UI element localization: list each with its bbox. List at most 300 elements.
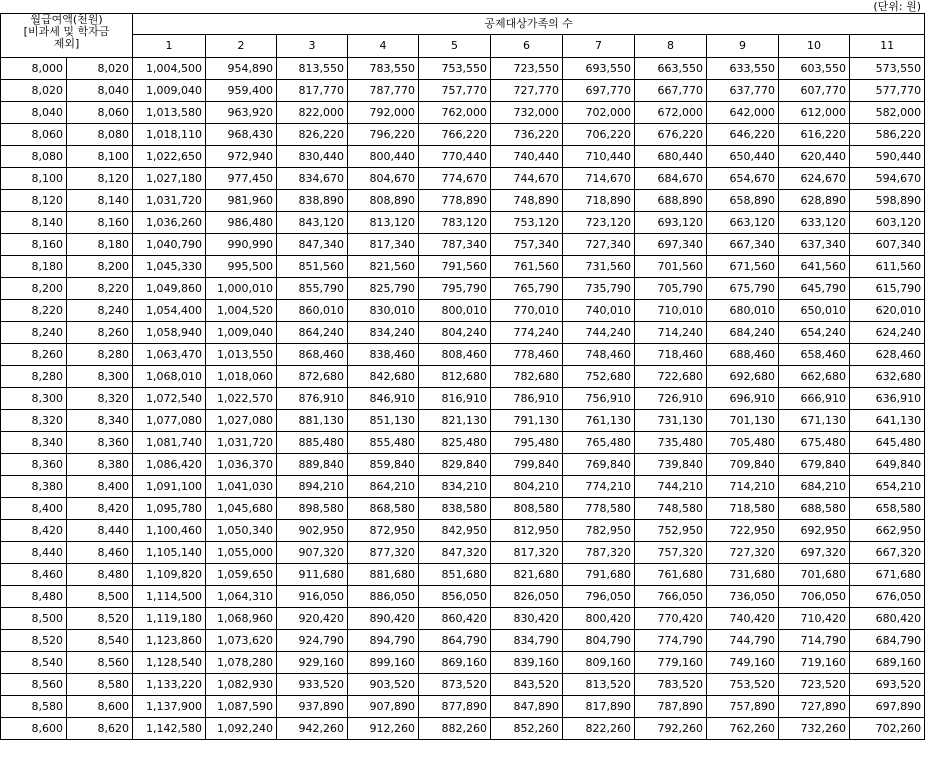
tax-amount-cell: 714,670: [563, 168, 635, 190]
salary-to-cell: 8,240: [67, 300, 133, 322]
tax-amount-cell: 787,340: [419, 234, 491, 256]
tax-amount-cell: 856,050: [419, 586, 491, 608]
salary-from-cell: 8,500: [1, 608, 67, 630]
tax-amount-cell: 679,840: [779, 454, 850, 476]
tax-amount-cell: 1,068,010: [133, 366, 206, 388]
salary-to-cell: 8,080: [67, 124, 133, 146]
tax-amount-cell: 689,160: [850, 652, 925, 674]
tax-amount-cell: 1,063,470: [133, 344, 206, 366]
tax-amount-cell: 954,890: [206, 58, 277, 80]
tax-amount-cell: 1,082,930: [206, 674, 277, 696]
tax-amount-cell: 822,000: [277, 102, 348, 124]
tax-amount-cell: 899,160: [348, 652, 419, 674]
tax-amount-cell: 636,910: [850, 388, 925, 410]
tax-amount-cell: 723,550: [491, 58, 563, 80]
salary-to-cell: 8,200: [67, 256, 133, 278]
tax-amount-cell: 920,420: [277, 608, 348, 630]
salary-from-cell: 8,040: [1, 102, 67, 124]
tax-amount-cell: 1,013,550: [206, 344, 277, 366]
table-row: [1, 168, 925, 190]
tax-amount-cell: 616,220: [779, 124, 850, 146]
tax-amount-cell: 1,068,960: [206, 608, 277, 630]
tax-amount-cell: 864,240: [277, 322, 348, 344]
tax-amount-cell: 812,950: [491, 520, 563, 542]
table-row: [1, 564, 925, 586]
tax-amount-cell: 723,120: [563, 212, 635, 234]
tax-amount-cell: 762,000: [419, 102, 491, 124]
tax-amount-cell: 830,010: [348, 300, 419, 322]
salary-from-cell: 8,080: [1, 146, 67, 168]
tax-amount-cell: 1,045,680: [206, 498, 277, 520]
tax-amount-cell: 637,340: [779, 234, 850, 256]
tax-amount-cell: 732,000: [491, 102, 563, 124]
tax-amount-cell: 676,050: [850, 586, 925, 608]
salary-from-cell: 8,020: [1, 80, 67, 102]
tax-amount-cell: 620,440: [779, 146, 850, 168]
tax-amount-cell: 727,770: [491, 80, 563, 102]
tax-amount-cell: 860,010: [277, 300, 348, 322]
tax-amount-cell: 671,560: [707, 256, 779, 278]
tax-amount-cell: 749,160: [707, 652, 779, 674]
tax-amount-cell: 658,580: [850, 498, 925, 520]
tax-amount-cell: 628,890: [779, 190, 850, 212]
family-count-11: 11: [850, 35, 925, 58]
tax-amount-cell: 731,680: [707, 564, 779, 586]
tax-amount-cell: 912,260: [348, 718, 419, 740]
salary-to-cell: 8,320: [67, 388, 133, 410]
tax-amount-cell: 723,520: [779, 674, 850, 696]
table-row: [1, 476, 925, 498]
tax-amount-cell: 977,450: [206, 168, 277, 190]
salary-from-cell: 8,580: [1, 696, 67, 718]
salary-from-cell: 8,440: [1, 542, 67, 564]
salary-header-line2: [비과세 및 학자금: [23, 25, 110, 38]
salary-from-cell: 8,000: [1, 58, 67, 80]
tax-amount-cell: 732,260: [779, 718, 850, 740]
tax-amount-cell: 886,050: [348, 586, 419, 608]
tax-amount-cell: 804,790: [563, 630, 635, 652]
tax-amount-cell: 740,010: [563, 300, 635, 322]
tax-amount-cell: 783,120: [419, 212, 491, 234]
tax-amount-cell: 1,004,520: [206, 300, 277, 322]
table-row: [1, 652, 925, 674]
tax-amount-cell: 748,460: [563, 344, 635, 366]
tax-amount-cell: 633,120: [779, 212, 850, 234]
tax-amount-cell: 1,059,650: [206, 564, 277, 586]
table-row: [1, 520, 925, 542]
tax-amount-cell: 693,550: [563, 58, 635, 80]
tax-amount-cell: 1,114,500: [133, 586, 206, 608]
salary-from-cell: 8,180: [1, 256, 67, 278]
tax-amount-cell: 937,890: [277, 696, 348, 718]
tax-amount-cell: 710,420: [779, 608, 850, 630]
tax-amount-cell: 701,560: [635, 256, 707, 278]
salary-to-cell: 8,500: [67, 586, 133, 608]
tax-amount-cell: 791,680: [563, 564, 635, 586]
tax-amount-cell: 688,460: [707, 344, 779, 366]
table-header: [1, 14, 925, 58]
tax-amount-cell: 680,010: [707, 300, 779, 322]
table-row: [1, 256, 925, 278]
tax-amount-cell: 792,260: [635, 718, 707, 740]
tax-amount-cell: 731,560: [563, 256, 635, 278]
tax-amount-cell: 612,000: [779, 102, 850, 124]
tax-amount-cell: 795,790: [419, 278, 491, 300]
salary-to-cell: 8,040: [67, 80, 133, 102]
table-row: [1, 146, 925, 168]
tax-amount-cell: 757,890: [707, 696, 779, 718]
table-row: [1, 454, 925, 476]
salary-to-cell: 8,300: [67, 366, 133, 388]
tax-amount-cell: 706,220: [563, 124, 635, 146]
salary-to-cell: 8,580: [67, 674, 133, 696]
tax-amount-cell: 761,560: [491, 256, 563, 278]
salary-to-cell: 8,120: [67, 168, 133, 190]
salary-to-cell: 8,140: [67, 190, 133, 212]
tax-amount-cell: 693,520: [850, 674, 925, 696]
salary-from-cell: 8,480: [1, 586, 67, 608]
tax-amount-cell: 800,010: [419, 300, 491, 322]
tax-amount-cell: 902,950: [277, 520, 348, 542]
tax-amount-cell: 718,890: [563, 190, 635, 212]
tax-amount-cell: 702,000: [563, 102, 635, 124]
tax-amount-cell: 851,680: [419, 564, 491, 586]
tax-amount-cell: 795,480: [491, 432, 563, 454]
tax-amount-cell: 830,440: [277, 146, 348, 168]
tax-amount-cell: 680,420: [850, 608, 925, 630]
tax-amount-cell: 855,480: [348, 432, 419, 454]
tax-amount-cell: 859,840: [348, 454, 419, 476]
salary-from-cell: 8,120: [1, 190, 67, 212]
tax-amount-cell: 942,260: [277, 718, 348, 740]
tax-amount-cell: 986,480: [206, 212, 277, 234]
tax-amount-cell: 1,040,790: [133, 234, 206, 256]
tax-amount-cell: 1,078,280: [206, 652, 277, 674]
tax-amount-cell: 1,081,740: [133, 432, 206, 454]
tax-amount-cell: 916,050: [277, 586, 348, 608]
tax-amount-cell: 851,560: [277, 256, 348, 278]
family-count-6: 6: [491, 35, 563, 58]
tax-amount-cell: 808,890: [348, 190, 419, 212]
tax-amount-cell: 1,119,180: [133, 608, 206, 630]
tax-amount-cell: 693,120: [635, 212, 707, 234]
salary-from-cell: 8,320: [1, 410, 67, 432]
salary-header: [1, 14, 133, 58]
tax-amount-cell: 834,240: [348, 322, 419, 344]
table-row: [1, 586, 925, 608]
tax-amount-cell: 817,320: [491, 542, 563, 564]
table-row: [1, 410, 925, 432]
salary-to-cell: 8,560: [67, 652, 133, 674]
salary-from-cell: 8,420: [1, 520, 67, 542]
tax-amount-cell: 834,790: [491, 630, 563, 652]
tax-amount-cell: 1,123,860: [133, 630, 206, 652]
tax-amount-cell: 1,137,900: [133, 696, 206, 718]
tax-amount-cell: 1,018,060: [206, 366, 277, 388]
tax-amount-cell: 641,560: [779, 256, 850, 278]
tax-amount-cell: 650,440: [707, 146, 779, 168]
table-row: [1, 432, 925, 454]
tax-amount-cell: 1,022,650: [133, 146, 206, 168]
salary-to-cell: 8,160: [67, 212, 133, 234]
tax-amount-cell: 933,520: [277, 674, 348, 696]
salary-from-cell: 8,540: [1, 652, 67, 674]
tax-amount-cell: 706,050: [779, 586, 850, 608]
tax-amount-cell: 1,095,780: [133, 498, 206, 520]
tax-amount-cell: 786,910: [491, 388, 563, 410]
tax-amount-cell: 765,790: [491, 278, 563, 300]
table-row: [1, 696, 925, 718]
tax-amount-cell: 680,440: [635, 146, 707, 168]
table-row: [1, 718, 925, 740]
tax-amount-cell: 1,041,030: [206, 476, 277, 498]
tax-amount-cell: 727,320: [707, 542, 779, 564]
tax-amount-cell: 882,260: [419, 718, 491, 740]
tax-amount-cell: 868,580: [348, 498, 419, 520]
tax-amount-cell: 573,550: [850, 58, 925, 80]
tax-amount-cell: 675,480: [779, 432, 850, 454]
tax-amount-cell: 658,890: [707, 190, 779, 212]
tax-amount-cell: 981,960: [206, 190, 277, 212]
salary-to-cell: 8,440: [67, 520, 133, 542]
tax-amount-cell: 821,130: [419, 410, 491, 432]
tax-amount-cell: 757,340: [491, 234, 563, 256]
salary-to-cell: 8,400: [67, 476, 133, 498]
salary-from-cell: 8,300: [1, 388, 67, 410]
tax-amount-cell: 796,220: [348, 124, 419, 146]
tax-amount-cell: 894,790: [348, 630, 419, 652]
tax-amount-cell: 692,950: [779, 520, 850, 542]
salary-to-cell: 8,340: [67, 410, 133, 432]
table-row: [1, 322, 925, 344]
tax-amount-cell: 650,010: [779, 300, 850, 322]
tax-amount-cell: 842,680: [348, 366, 419, 388]
tax-amount-cell: 684,670: [635, 168, 707, 190]
tax-amount-cell: 800,440: [348, 146, 419, 168]
tax-amount-cell: 701,130: [707, 410, 779, 432]
tax-amount-cell: 705,480: [707, 432, 779, 454]
tax-amount-cell: 632,680: [850, 366, 925, 388]
tax-amount-cell: 846,910: [348, 388, 419, 410]
salary-to-cell: 8,520: [67, 608, 133, 630]
tax-amount-cell: 709,840: [707, 454, 779, 476]
tax-amount-cell: 843,120: [277, 212, 348, 234]
tax-amount-cell: 1,018,110: [133, 124, 206, 146]
tax-amount-cell: 675,790: [707, 278, 779, 300]
tax-amount-cell: 1,049,860: [133, 278, 206, 300]
tax-amount-cell: 761,680: [635, 564, 707, 586]
table-row: [1, 300, 925, 322]
tax-amount-cell: 718,460: [635, 344, 707, 366]
tax-amount-cell: 654,240: [779, 322, 850, 344]
salary-from-cell: 8,600: [1, 718, 67, 740]
tax-amount-cell: 641,130: [850, 410, 925, 432]
table-row: [1, 102, 925, 124]
tax-amount-cell: 782,950: [563, 520, 635, 542]
tax-amount-cell: 826,220: [277, 124, 348, 146]
family-count-2: 2: [206, 35, 277, 58]
tax-amount-cell: 787,320: [563, 542, 635, 564]
salary-to-cell: 8,180: [67, 234, 133, 256]
tax-amount-cell: 804,210: [491, 476, 563, 498]
tax-amount-cell: 1,000,010: [206, 278, 277, 300]
tax-amount-cell: 873,520: [419, 674, 491, 696]
tax-amount-cell: 778,460: [491, 344, 563, 366]
tax-amount-cell: 929,160: [277, 652, 348, 674]
tax-amount-cell: 667,320: [850, 542, 925, 564]
tax-amount-cell: 761,130: [563, 410, 635, 432]
unit-label: (단위: 원): [873, 0, 921, 13]
tax-amount-cell: 667,770: [635, 80, 707, 102]
tax-amount-cell: 787,890: [635, 696, 707, 718]
tax-amount-cell: 839,160: [491, 652, 563, 674]
tax-amount-cell: 1,133,220: [133, 674, 206, 696]
tax-amount-cell: 633,550: [707, 58, 779, 80]
tax-amount-cell: 838,460: [348, 344, 419, 366]
tax-amount-cell: 748,580: [635, 498, 707, 520]
tax-amount-cell: 688,890: [635, 190, 707, 212]
tax-amount-cell: 808,460: [419, 344, 491, 366]
table-row: [1, 58, 925, 80]
tax-amount-cell: 876,910: [277, 388, 348, 410]
tax-amount-cell: 663,120: [707, 212, 779, 234]
tax-amount-cell: 799,840: [491, 454, 563, 476]
tax-amount-cell: 654,670: [707, 168, 779, 190]
tax-amount-cell: 757,320: [635, 542, 707, 564]
tax-amount-cell: 688,580: [779, 498, 850, 520]
salary-to-cell: 8,220: [67, 278, 133, 300]
tax-amount-cell: 753,120: [491, 212, 563, 234]
tax-amount-cell: 1,109,820: [133, 564, 206, 586]
tax-amount-cell: 778,580: [563, 498, 635, 520]
tax-amount-cell: 1,045,330: [133, 256, 206, 278]
salary-from-cell: 8,340: [1, 432, 67, 454]
tax-amount-cell: 662,680: [779, 366, 850, 388]
tax-amount-cell: 739,840: [635, 454, 707, 476]
tax-amount-cell: 748,890: [491, 190, 563, 212]
tax-amount-cell: 817,770: [277, 80, 348, 102]
tax-amount-cell: 821,680: [491, 564, 563, 586]
tax-amount-cell: 808,580: [491, 498, 563, 520]
salary-from-cell: 8,280: [1, 366, 67, 388]
tax-amount-cell: 990,990: [206, 234, 277, 256]
tax-amount-cell: 881,680: [348, 564, 419, 586]
tax-amount-cell: 676,220: [635, 124, 707, 146]
tax-amount-cell: 834,670: [277, 168, 348, 190]
tax-amount-cell: 752,680: [563, 366, 635, 388]
tax-amount-cell: 718,580: [707, 498, 779, 520]
tax-amount-cell: 1,064,310: [206, 586, 277, 608]
table-row: [1, 498, 925, 520]
tax-amount-cell: 1,128,540: [133, 652, 206, 674]
tax-amount-cell: 774,790: [635, 630, 707, 652]
family-count-9: 9: [707, 35, 779, 58]
tax-amount-cell: 834,210: [419, 476, 491, 498]
salary-from-cell: 8,160: [1, 234, 67, 256]
tax-amount-cell: 696,910: [707, 388, 779, 410]
tax-amount-cell: 744,670: [491, 168, 563, 190]
tax-amount-cell: 822,260: [563, 718, 635, 740]
tax-amount-cell: 714,210: [707, 476, 779, 498]
tax-amount-cell: 907,890: [348, 696, 419, 718]
tax-amount-cell: 628,460: [850, 344, 925, 366]
tax-amount-cell: 813,120: [348, 212, 419, 234]
tax-amount-cell: 829,840: [419, 454, 491, 476]
tax-amount-cell: 898,580: [277, 498, 348, 520]
tax-amount-cell: 791,130: [491, 410, 563, 432]
tax-amount-cell: 736,050: [707, 586, 779, 608]
tax-amount-cell: 959,400: [206, 80, 277, 102]
table-row: [1, 344, 925, 366]
tax-amount-cell: 615,790: [850, 278, 925, 300]
tax-amount-cell: 809,160: [563, 652, 635, 674]
tax-amount-cell: 852,260: [491, 718, 563, 740]
salary-from-cell: 8,200: [1, 278, 67, 300]
tax-amount-cell: 813,520: [563, 674, 635, 696]
tax-amount-cell: 735,480: [635, 432, 707, 454]
tax-amount-cell: 821,560: [348, 256, 419, 278]
tax-amount-cell: 838,580: [419, 498, 491, 520]
family-count-4: 4: [348, 35, 419, 58]
tax-amount-cell: 607,770: [779, 80, 850, 102]
tax-amount-cell: 671,130: [779, 410, 850, 432]
tax-amount-cell: 740,420: [707, 608, 779, 630]
tax-amount-cell: 744,210: [635, 476, 707, 498]
tax-amount-cell: 756,910: [563, 388, 635, 410]
tax-amount-cell: 796,050: [563, 586, 635, 608]
tax-amount-cell: 826,050: [491, 586, 563, 608]
tax-amount-cell: 774,670: [419, 168, 491, 190]
tax-amount-cell: 753,520: [707, 674, 779, 696]
tax-amount-cell: 792,000: [348, 102, 419, 124]
salary-to-cell: 8,020: [67, 58, 133, 80]
tax-amount-cell: 885,480: [277, 432, 348, 454]
tax-amount-cell: 744,790: [707, 630, 779, 652]
tax-amount-cell: 825,480: [419, 432, 491, 454]
table-row: [1, 190, 925, 212]
tax-amount-cell: 769,840: [563, 454, 635, 476]
tax-amount-cell: 877,890: [419, 696, 491, 718]
tax-amount-cell: 714,790: [779, 630, 850, 652]
tax-amount-cell: 825,790: [348, 278, 419, 300]
table-row: [1, 388, 925, 410]
tax-amount-cell: 800,420: [563, 608, 635, 630]
salary-from-cell: 8,220: [1, 300, 67, 322]
tax-amount-cell: 762,260: [707, 718, 779, 740]
salary-from-cell: 8,360: [1, 454, 67, 476]
tax-amount-cell: 1,100,460: [133, 520, 206, 542]
tax-amount-cell: 817,890: [563, 696, 635, 718]
tax-amount-cell: 770,440: [419, 146, 491, 168]
tax-amount-cell: 1,091,100: [133, 476, 206, 498]
tax-amount-cell: 1,009,040: [206, 322, 277, 344]
table-row: [1, 674, 925, 696]
tax-amount-cell: 843,520: [491, 674, 563, 696]
tax-amount-cell: 672,000: [635, 102, 707, 124]
tax-amount-cell: 736,220: [491, 124, 563, 146]
salary-from-cell: 8,260: [1, 344, 67, 366]
tax-amount-cell: 851,130: [348, 410, 419, 432]
tax-amount-cell: 804,670: [348, 168, 419, 190]
tax-amount-cell: 889,840: [277, 454, 348, 476]
table-row: [1, 234, 925, 256]
salary-from-cell: 8,380: [1, 476, 67, 498]
tax-amount-cell: 783,550: [348, 58, 419, 80]
tax-amount-cell: 779,160: [635, 652, 707, 674]
tax-amount-cell: 582,000: [850, 102, 925, 124]
tax-amount-cell: 611,560: [850, 256, 925, 278]
tax-amount-cell: 770,420: [635, 608, 707, 630]
